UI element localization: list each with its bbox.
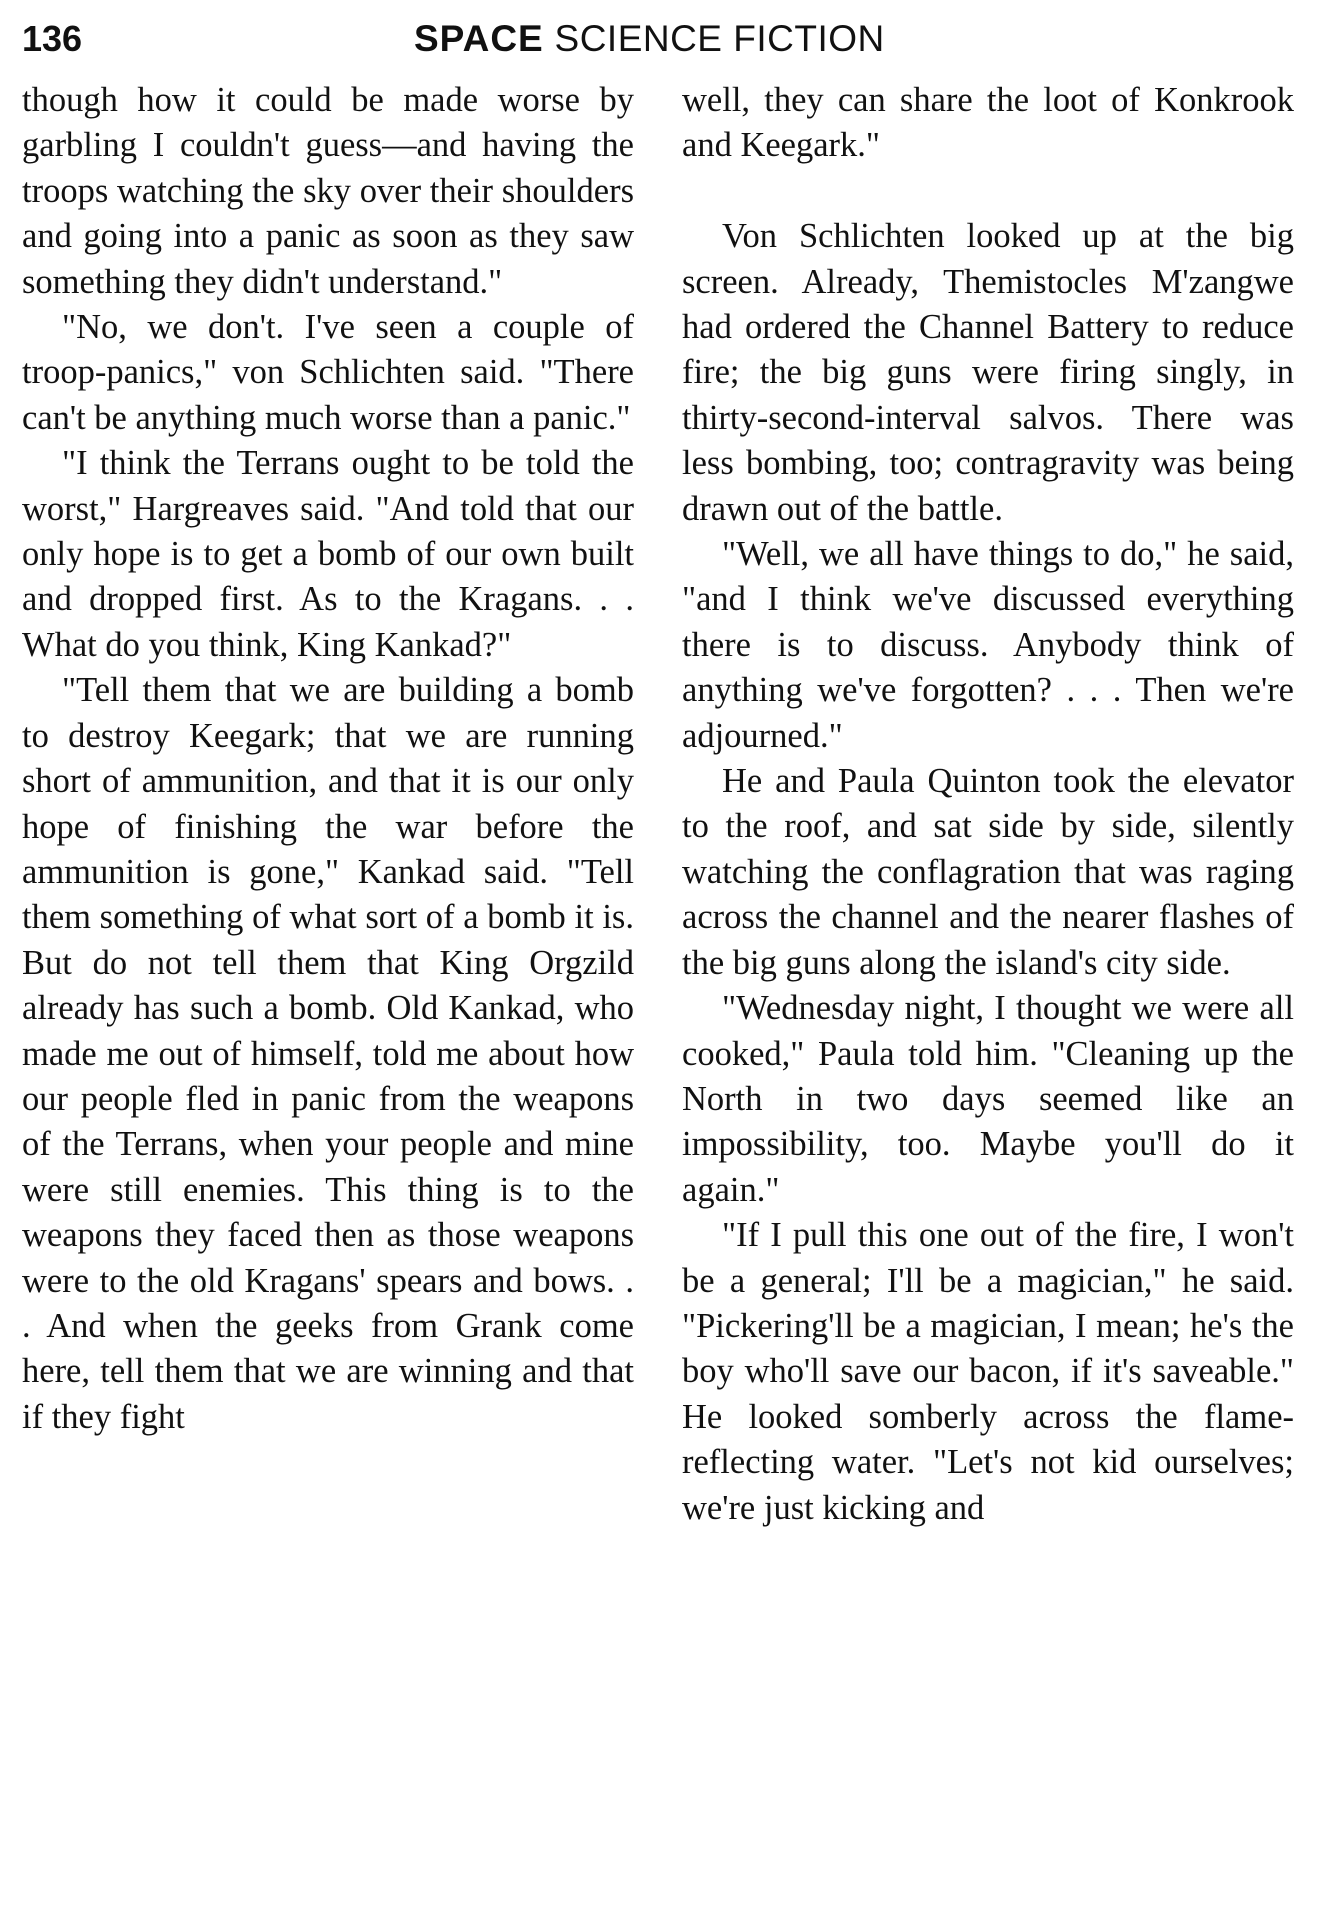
running-title-bold: SPACE [414,18,544,59]
paragraph: He and Paula Quinton took the elevator to the roof, and sat side by side, silently watching the conflagration that was raging across the channel and the nearer flashes of the big guns along the island's city side. [682,762,1294,982]
paragraph: Von Schlichten looked up at the big screen. Already, Themistocles M'zangwe had ordered the Channel Battery to reduce fire; the big guns were firing singly, in thirty-second-interval salvos. There was less bombing, too; contragravity was being drawn out of the battle. [682,217,1294,528]
paragraph: "Well, we all have things to do," he said, "and I think we've discussed everything there is to discuss. Anybody think of anything we've forgotten? . . . Then we're adjourned." [682,535,1294,755]
paragraph: though how it could be made worse by garbling I couldn't guess—and having the troops watching the sky over their shoulders and going into a panic as soon as they saw something they didn't understand." [22,81,634,301]
paragraph: "I think the Terrans ought to be told the worst," Hargreaves said. "And told that our only hope is to get a bomb of our own built and dropped first. As to the Kragans. . . What do you think, King Kankad?" [22,444,634,664]
paragraph: "No, we don't. I've seen a couple of troop-panics," von Schlichten said. "There can't be anything much worse than a panic." [22,308,634,437]
paragraph: "If I pull this one out of the fire, I won't be a general; I'll be a magician," he said. "Pickering'll be a magician, I mean; he's the boy who'll save our bacon, if it's saveable." He looked somberly across the flame-reflecting water. "Let's not kid ourselves; we're just kicking and [682,1216,1294,1527]
page-number: 136 [22,18,83,59]
paragraph: "Wednesday night, I thought we were all cooked," Paula told him. "Cleaning up the North in two days seemed like an impossibility, too. Maybe you'll do it again." [682,989,1294,1209]
paragraph: "Tell them that we are building a bomb to destroy Keegark; that we are running short of ammunition, and that it is our only hope of finishing the war before the ammunition is gone," Kankad said. "Tell them something of what sort of a bomb it is. But do not tell them that King Orgzild already has such a bomb. Old Kankad, who made me out of himself, told me about how our people fled in panic from the weapons of the Terrans, when your people and mine were still enemies. This thing is to the weapons they faced then as those weapons were to the old Kragans' spears and bows. . . And when the geeks from Grank come here, tell them that we are winning and that if they fight [22,671,634,1436]
right-column [682,78,1294,1531]
left-column [22,78,634,1440]
page-header [22,14,1292,64]
running-title [414,14,885,64]
running-title-rest: SCIENCE FICTION [543,18,885,59]
paragraph: well, they can share the loot of Konkrook and Keegark." [682,81,1294,165]
